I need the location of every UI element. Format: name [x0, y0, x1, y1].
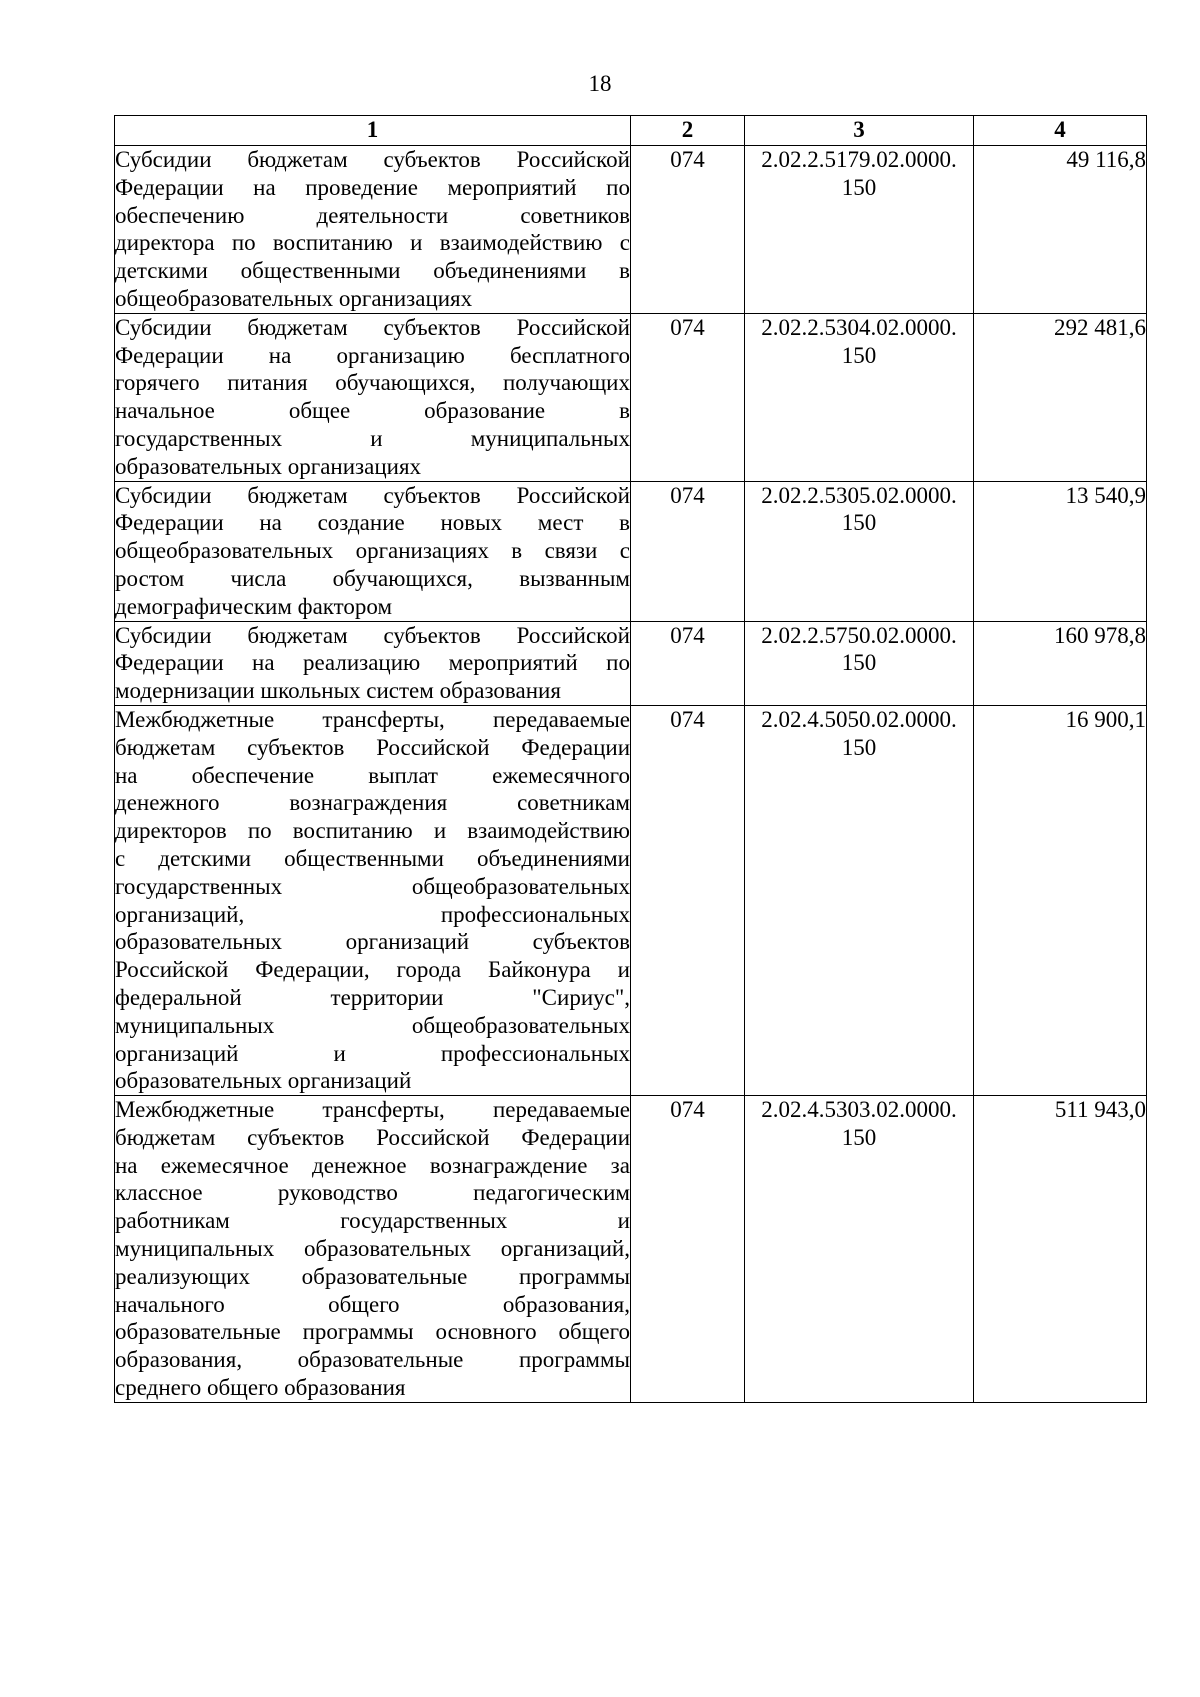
table-header-row [115, 116, 1147, 146]
description-line: Федерации на создание новых мест в [115, 510, 630, 536]
row-description [115, 705, 631, 1095]
row-description [115, 313, 631, 481]
description-line: Федерации на проведение мероприятий по [115, 174, 630, 200]
description-line: с детскими общественными объединениями [115, 845, 630, 871]
budget-code-line: 2.02.2.5179.02.0000. [761, 147, 957, 172]
budget-code-suffix: 150 [841, 650, 877, 676]
description-line: образовательные программы основного общего [115, 1319, 630, 1345]
description-line: Федерации на организацию бесплатного [115, 342, 630, 368]
description-line: федеральной территории "Сириус", [115, 984, 630, 1010]
row-admin-code: 074 [631, 146, 745, 314]
row-admin-code: 074 [631, 1096, 745, 1403]
table-row [115, 621, 1147, 705]
column-header-4: 4 [974, 116, 1147, 146]
description-line: директора по воспитанию и взаимодействию с [115, 230, 630, 256]
budget-code-suffix: 150 [841, 734, 877, 760]
description-line: образования, образовательные программы [115, 1347, 630, 1373]
budget-code-line: 2.02.2.5304.02.0000. [761, 314, 957, 340]
description-line: образовательных организациях [115, 453, 422, 479]
row-budget-code [745, 621, 974, 705]
description-line: среднего общего образования [115, 1375, 406, 1401]
row-admin-code: 074 [631, 481, 745, 621]
row-amount: 292 481,6 [974, 313, 1147, 481]
description-line: горячего питания обучающихся, получающих [115, 370, 630, 396]
description-line: государственных и муниципальных [115, 425, 630, 451]
page-number: 18 [588, 71, 612, 96]
row-amount: 511 943,0 [974, 1096, 1147, 1403]
description-line: директоров по воспитанию и взаимодействию [115, 818, 630, 844]
budget-table [114, 115, 1147, 1403]
description-line: Субсидии бюджетам субъектов Российской [115, 147, 630, 172]
description-line: Межбюджетные трансферты, передаваемые [115, 706, 630, 732]
description-line: Федерации на реализацию мероприятий по [115, 650, 630, 676]
description-line: образовательных организаций [115, 1068, 412, 1094]
description-line: бюджетам субъектов Российской Федерации [115, 1124, 630, 1150]
description-line: демографическим фактором [115, 593, 393, 619]
budget-code-suffix: 150 [841, 510, 877, 536]
row-description [115, 146, 631, 314]
row-amount: 49 116,8 [974, 146, 1147, 314]
description-line: начального общего образования, [115, 1291, 630, 1317]
budget-code-suffix: 150 [841, 1124, 877, 1150]
row-budget-code [745, 705, 974, 1095]
table-body [115, 146, 1147, 1403]
description-line: на ежемесячное денежное вознаграждение за [115, 1152, 630, 1178]
column-header-3: 3 [745, 116, 974, 146]
description-line: государственных общеобразовательных [115, 873, 630, 899]
row-budget-code [745, 146, 974, 314]
description-line: Российской Федерации, города Байконура и [115, 957, 630, 983]
description-line: общеобразовательных организациях [115, 285, 473, 311]
description-line: Субсидии бюджетам субъектов Российской [115, 482, 630, 508]
description-line: ростом числа обучающихся, вызванным [115, 565, 630, 591]
row-description [115, 481, 631, 621]
row-amount: 160 978,8 [974, 621, 1147, 705]
description-line: на обеспечение выплат ежемесячного [115, 762, 630, 788]
description-line: денежного вознаграждения советникам [115, 790, 630, 816]
row-budget-code [745, 1096, 974, 1403]
row-description [115, 621, 631, 705]
budget-code-suffix: 150 [841, 342, 877, 368]
row-amount: 13 540,9 [974, 481, 1147, 621]
description-line: общеобразовательных организациях в связи с [115, 538, 630, 564]
row-admin-code: 074 [631, 705, 745, 1095]
table-row [115, 1096, 1147, 1403]
description-line: модернизации школьных систем образования [115, 678, 561, 704]
description-line: организаций и профессиональных [115, 1040, 630, 1066]
row-admin-code: 074 [631, 313, 745, 481]
description-line: реализующих образовательные программы [115, 1263, 630, 1289]
description-line: бюджетам субъектов Российской Федерации [115, 734, 630, 760]
budget-code-line: 2.02.4.5303.02.0000. [761, 1097, 957, 1123]
table-row [115, 313, 1147, 481]
row-budget-code [745, 481, 974, 621]
table-row [115, 705, 1147, 1095]
description-line: обеспечению деятельности советников [115, 202, 630, 228]
description-line: муниципальных образовательных организаций, [115, 1236, 630, 1262]
description-line: Межбюджетные трансферты, передаваемые [115, 1097, 630, 1123]
table-row [115, 481, 1147, 621]
description-line: работникам государственных и [115, 1208, 630, 1234]
column-header-2: 2 [631, 116, 745, 146]
row-description [115, 1096, 631, 1403]
budget-code-line: 2.02.2.5750.02.0000. [761, 622, 957, 648]
description-line: детскими общественными объединениями в [115, 258, 630, 284]
description-line: классное руководство педагогическим [115, 1180, 630, 1206]
row-admin-code: 074 [631, 621, 745, 705]
budget-code-line: 2.02.2.5305.02.0000. [761, 482, 957, 508]
table-row [115, 146, 1147, 314]
row-amount: 16 900,1 [974, 705, 1147, 1095]
description-line: муниципальных общеобразовательных [115, 1012, 630, 1038]
description-line: Субсидии бюджетам субъектов Российской [115, 314, 630, 340]
budget-code-suffix: 150 [841, 174, 877, 200]
row-budget-code [745, 313, 974, 481]
description-line: начальное общее образование в [115, 398, 630, 424]
description-line: образовательных организаций субъектов [115, 929, 630, 955]
description-line: организаций, профессиональных [115, 901, 630, 927]
column-header-1: 1 [115, 116, 631, 146]
budget-code-line: 2.02.4.5050.02.0000. [761, 706, 957, 732]
description-line: Субсидии бюджетам субъектов Российской [115, 622, 630, 648]
